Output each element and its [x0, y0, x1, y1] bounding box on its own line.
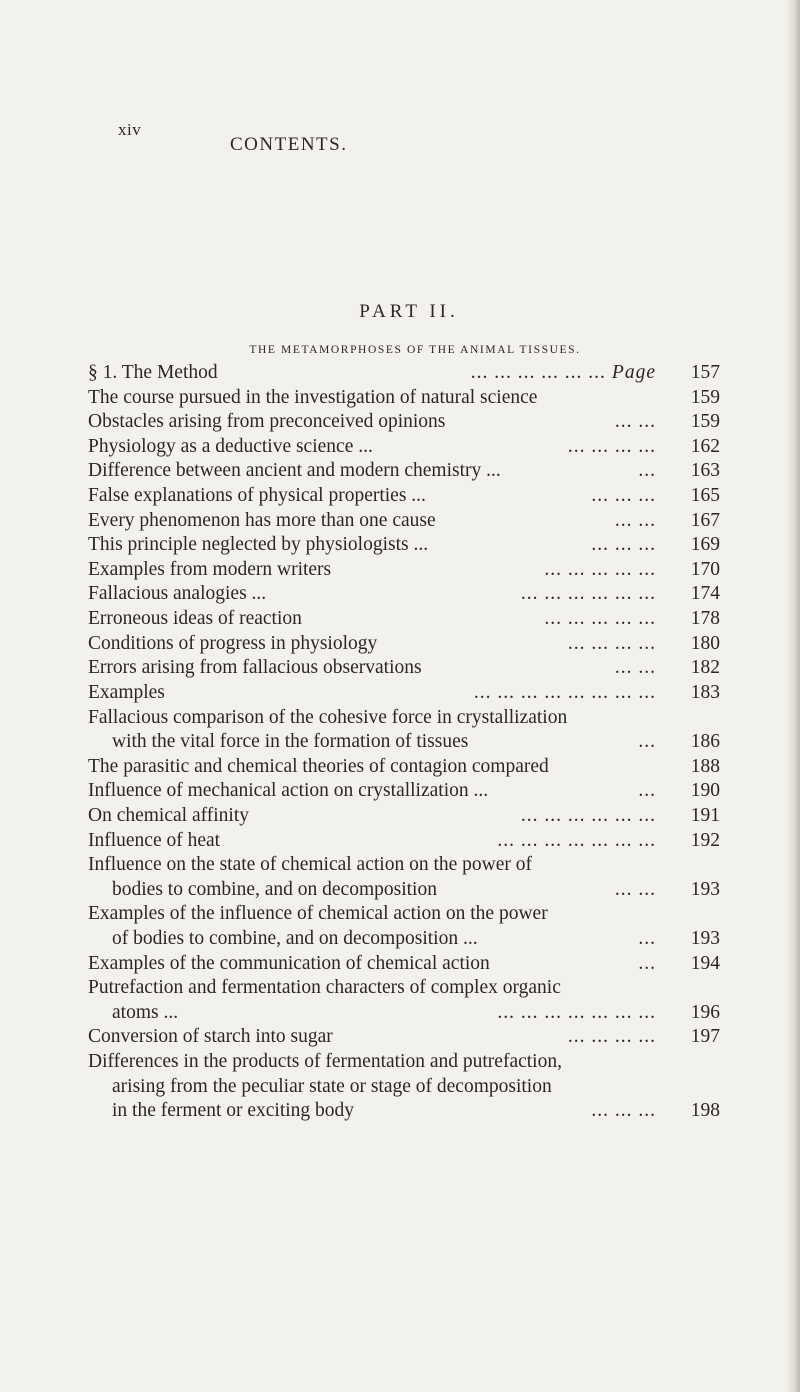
toc-page-label: Page	[611, 362, 656, 383]
table-of-contents	[88, 361, 720, 1124]
toc-entry-text: Examples from modern writers	[88, 558, 332, 580]
toc-entry-line	[88, 484, 720, 509]
toc-entry-text: On chemical affinity	[88, 804, 249, 826]
toc-leader-dots: ... ... ...	[591, 485, 656, 507]
toc-entry-line	[88, 435, 720, 460]
toc-leader-dots: ... ...	[614, 411, 656, 433]
toc-page-number: 190	[690, 780, 720, 802]
toc-entry-line	[88, 927, 720, 952]
part-subtitle: THE METAMORPHOSES OF THE ANIMAL TISSUES.	[249, 344, 581, 356]
toc-entry-line	[88, 829, 720, 854]
toc-leader-dots: ... ... ... ...	[567, 435, 656, 457]
toc-entry-line	[88, 386, 720, 411]
toc-page-number: 182	[690, 657, 720, 679]
toc-leader-dots: ... ...	[614, 509, 656, 531]
toc-entry-text: Erroneous ideas of reaction	[88, 608, 302, 630]
toc-entry-text: The parasitic and chemical theories of contagion compared	[88, 755, 549, 777]
toc-leader-dots: ... ... ... ... ... ... ...	[497, 1001, 656, 1023]
toc-entry-line	[88, 1050, 720, 1075]
toc-page-number: 169	[690, 534, 720, 556]
toc-entry-line	[88, 656, 720, 681]
toc-leader-dots: ... ... ... ...	[567, 1026, 656, 1048]
toc-leader-dots: ...	[638, 952, 656, 974]
toc-leader-dots: ...	[638, 731, 656, 753]
toc-page-number: 174	[690, 583, 720, 605]
toc-entry-text: Obstacles arising from preconceived opinions	[88, 411, 446, 433]
toc-entry-text: Conditions of progress in physiology	[88, 632, 378, 654]
toc-page-number: 159	[690, 411, 720, 433]
toc-leader-dots: ... ... ... ... ...	[544, 608, 656, 630]
toc-entry-line	[88, 706, 720, 731]
toc-entry-text: This principle neglected by physiologists ...	[88, 534, 429, 556]
toc-page-number: 197	[690, 1026, 720, 1048]
toc-entry-text: Putrefaction and fermentation characters of complex organic	[88, 977, 561, 999]
toc-entry-text: of bodies to combine, and on decomposition ...	[112, 928, 478, 950]
toc-entry-text: Examples of the communication of chemical action	[88, 952, 490, 974]
toc-entry-text: Conversion of starch into sugar	[88, 1026, 333, 1048]
toc-page-number: 180	[690, 632, 720, 654]
toc-entry-text: Every phenomenon has more than one cause	[88, 509, 436, 531]
toc-page-number: 188	[690, 755, 720, 777]
toc-leader-dots: ... ... ...	[591, 534, 656, 556]
toc-entry-line	[88, 410, 720, 435]
toc-leader-dots: ... ... ... ... ... ... ... ...	[473, 681, 656, 703]
toc-leader-dots: ... ... ... ... ... ... Page	[470, 362, 656, 383]
toc-entry-line	[88, 1001, 720, 1026]
toc-page-number: 157	[690, 362, 720, 383]
toc-page-number: 192	[690, 829, 720, 851]
toc-entry-line	[88, 779, 720, 804]
toc-page-number: 163	[690, 460, 720, 482]
toc-page-number: 186	[690, 731, 720, 753]
toc-entry-line	[88, 952, 720, 977]
toc-entry-text: Difference between ancient and modern chemistry ...	[88, 460, 501, 482]
toc-entry-line	[88, 533, 720, 558]
toc-entry-line	[88, 681, 720, 706]
toc-entry-text: Examples of the influence of chemical action on the power	[88, 903, 548, 925]
toc-entry-line	[88, 1075, 720, 1100]
toc-entry-text: atoms ...	[112, 1001, 179, 1023]
part-heading: PART II.	[359, 301, 459, 322]
toc-page-number: 178	[690, 608, 720, 630]
toc-entry-text: Influence on the state of chemical action on the power of	[88, 854, 532, 876]
toc-entry-line	[88, 582, 720, 607]
page-number: xiv	[118, 120, 142, 139]
toc-page-number: 194	[690, 952, 720, 974]
running-title: CONTENTS.	[230, 134, 348, 155]
toc-page-number: 170	[690, 558, 720, 580]
toc-entry-line	[88, 459, 720, 484]
toc-page-number: 183	[690, 681, 720, 703]
toc-entry-text: arising from the peculiar state or stage of decomposition	[112, 1075, 552, 1097]
page-edge-shadow	[786, 0, 800, 1392]
toc-entry-text: § 1. The Method	[88, 362, 218, 383]
toc-leader-dots: ...	[638, 928, 656, 950]
toc-leader-dots: ... ... ... ...	[567, 632, 656, 654]
toc-page-number: 191	[690, 804, 720, 826]
toc-page-number: 193	[690, 928, 720, 950]
toc-entry-line	[88, 1025, 720, 1050]
toc-entry-text: bodies to combine, and on decomposition	[112, 878, 437, 900]
toc-entry-line	[88, 902, 720, 927]
toc-entry-text: Physiology as a deductive science ...	[88, 435, 373, 457]
toc-leader-dots: ... ... ...	[591, 1100, 656, 1122]
toc-entry-line	[88, 730, 720, 755]
toc-entry-text: Examples	[88, 681, 165, 703]
toc-leader-dots: ...	[638, 780, 656, 802]
toc-entry-text: Fallacious analogies ...	[88, 583, 267, 605]
toc-entry-text: with the vital force in the formation of tissues	[112, 731, 469, 753]
toc-page-number: 159	[690, 386, 720, 408]
toc-entry-text: Errors arising from fallacious observations	[88, 657, 422, 679]
toc-entry-text: Fallacious comparison of the cohesive force in crystallization	[88, 706, 568, 728]
toc-page-number: 193	[690, 878, 720, 900]
toc-entry-text: Differences in the products of fermentation and putrefaction,	[88, 1051, 562, 1073]
toc-leader-dots: ... ... ... ... ... ...	[520, 583, 656, 605]
toc-entry-text: The course pursued in the investigation of natural science	[88, 386, 538, 408]
toc-leader-dots: ... ...	[614, 878, 656, 900]
toc-entry-text: False explanations of physical properties ...	[88, 485, 426, 507]
toc-entry-line	[88, 361, 720, 386]
toc-entry-text: Influence of heat	[88, 829, 221, 851]
toc-entry-line	[88, 976, 720, 1001]
toc-entry-line	[88, 1099, 720, 1124]
toc-leader-dots: ... ... ... ... ... ...	[520, 804, 656, 826]
toc-entry-line	[88, 558, 720, 583]
toc-entry-line	[88, 632, 720, 657]
toc-page-number: 196	[690, 1001, 720, 1023]
toc-entry-line	[88, 509, 720, 534]
toc-entry-line	[88, 607, 720, 632]
toc-leader-dots: ...	[638, 460, 656, 482]
toc-entry-line	[88, 804, 720, 829]
toc-entry-text: Influence of mechanical action on crystallization ...	[88, 780, 489, 802]
toc-page-number: 167	[690, 509, 720, 531]
toc-entry-line	[88, 755, 720, 780]
toc-page-number: 198	[690, 1100, 720, 1122]
toc-entry-text: in the ferment or exciting body	[112, 1100, 355, 1122]
toc-entry-line	[88, 878, 720, 903]
toc-entry-line	[88, 853, 720, 878]
toc-leader-dots: ... ...	[614, 657, 656, 679]
toc-leader-dots: ... ... ... ... ...	[544, 558, 656, 580]
toc-page-number: 162	[690, 435, 720, 457]
toc-leader-dots: ... ... ... ... ... ... ...	[497, 829, 656, 851]
toc-page-number: 165	[690, 485, 720, 507]
